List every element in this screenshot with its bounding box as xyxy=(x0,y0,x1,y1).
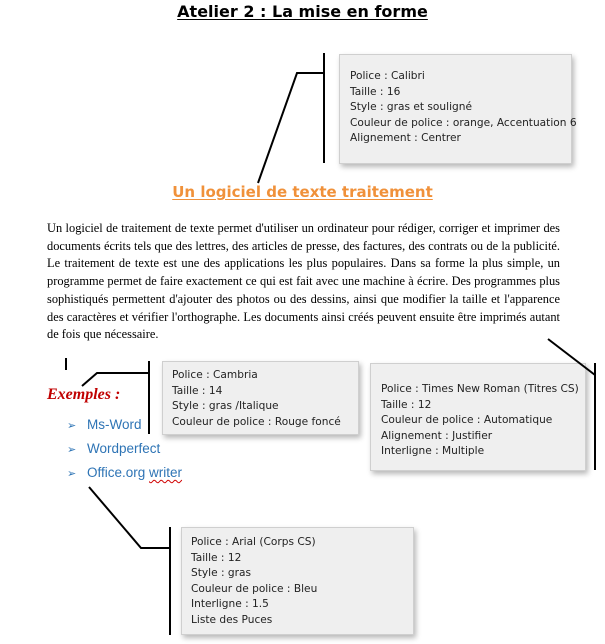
note-line: Liste des Puces xyxy=(191,613,273,626)
note-line: Interligne : 1.5 xyxy=(191,598,269,610)
note-line: Taille : 14 xyxy=(172,384,223,397)
note-line: Taille : 12 xyxy=(381,398,432,411)
note-line: Couleur de police : orange, Accentuation 6 xyxy=(350,116,577,129)
list-item xyxy=(67,465,182,480)
note-line: Style : gras /Italique xyxy=(172,400,279,412)
connector-calibri xyxy=(258,73,324,183)
note-line: Police : Arial (Corps CS) xyxy=(191,536,316,548)
note-line: Couleur de police : Bleu xyxy=(191,582,318,595)
body-paragraph: Un logiciel de traitement de texte permet d'utiliser un ordinateur pour rédiger, corriger et imprimer des documents écrits tels que des lettres, des articles de presse, des factures, des contrats ou de la publicité. Le traitement de texte est une des applications les plus populaires. Dans sa forme la plus simple, un programme permet de faire exactement ce qui est fait avec une machine à écrire. Des programmes plus sophistiqués permettent d'ajouter des photos ou des dessins, ainsi que modifier la taille et l'apparence des caractères et vérifier l'orthographe. Les documents ainsi créés peuvent ensuite être imprimés autant de fois que nécessaire. xyxy=(47,221,560,342)
arrow-bullet-icon: ➢ xyxy=(67,444,77,456)
list-item-label: Wordperfect xyxy=(87,441,161,456)
note-line: Taille : 16 xyxy=(350,85,401,98)
page-title: Atelier 2 : La mise en forme xyxy=(177,2,428,21)
note-line: Alignement : Justifier xyxy=(381,429,493,442)
connector-arial xyxy=(89,487,170,548)
list-item xyxy=(67,441,160,456)
note-line: Police : Cambria xyxy=(172,369,258,381)
section-subtitle: Un logiciel de texte traitement xyxy=(172,183,433,201)
note-line: Style : gras xyxy=(191,567,252,579)
spellcheck-flagged-word[interactable]: writer xyxy=(149,465,183,480)
connector-times xyxy=(548,339,595,375)
arrow-bullet-icon: ➢ xyxy=(67,420,77,432)
connector-cambria xyxy=(82,373,149,386)
note-line: Alignement : Centrer xyxy=(350,132,461,144)
list-item-label: Ms-Word xyxy=(87,417,142,432)
note-line: Style : gras et souligné xyxy=(350,101,472,113)
list-item xyxy=(67,417,142,432)
examples-heading: Exemples : xyxy=(47,386,121,403)
note-line: Couleur de police : Rouge foncé xyxy=(172,415,341,428)
list-item-label: Office.org xyxy=(87,465,150,480)
note-line: Interligne : Multiple xyxy=(381,445,485,457)
note-line: Taille : 12 xyxy=(191,551,242,564)
arrow-bullet-icon: ➢ xyxy=(67,468,77,480)
note-line: Police : Calibri xyxy=(350,70,425,82)
note-line: Couleur de police : Automatique xyxy=(381,414,553,426)
note-line: Police : Times New Roman (Titres CS) xyxy=(381,383,579,395)
